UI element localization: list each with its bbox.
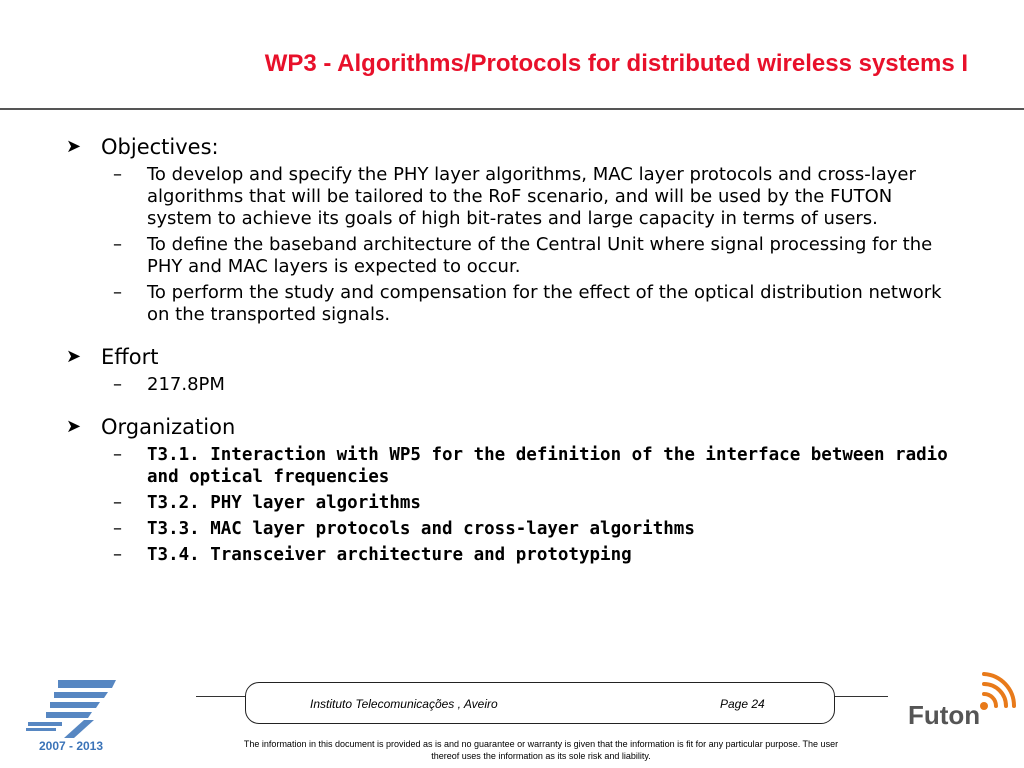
list-item: – To define the baseband architecture of the Central Unit where signal processing for the PHY and MAC layers is expected to occur.: [113, 234, 933, 277]
section-organization: [66, 414, 966, 440]
logo-brand: Futon: [908, 700, 981, 730]
arrow-bullet-icon: ➤: [66, 136, 82, 157]
section-effort: [66, 344, 966, 370]
list-item: – T3.4. Transceiver architecture and prototyping: [113, 544, 632, 565]
section-heading: Objectives:: [101, 135, 219, 159]
list-item: – 217.8PM: [113, 374, 225, 395]
slide-body: [66, 134, 966, 566]
disclaimer: The information in this document is provided as is and no guarantee or warranty is given that the information is fit for any particular purpose. The user thereof uses the information as its sole risk and liability.: [243, 739, 839, 761]
footer-institute: Instituto Telecomunicações , Aveiro: [310, 697, 498, 711]
arrow-bullet-icon: ➤: [66, 416, 82, 437]
list-item: – T3.2. PHY layer algorithms: [113, 492, 421, 513]
section-heading: Organization: [101, 415, 236, 439]
futon-logo-icon: [900, 672, 1016, 732]
list-item: – T3.3. MAC layer protocols and cross-layer algorithms: [113, 518, 695, 539]
title-divider: [0, 108, 1024, 110]
section-heading: Effort: [101, 345, 159, 369]
footer-box: [245, 682, 835, 724]
arrow-bullet-icon: ➤: [66, 346, 82, 367]
logo-years: 2007 - 2013: [38, 739, 104, 753]
list-item: – To perform the study and compensation for the effect of the optical distribution network on the transported signals.: [113, 282, 942, 325]
page-number: Page 24: [720, 697, 765, 711]
section-objectives: [66, 134, 966, 160]
slide-title: WP3 - Algorithms/Protocols for distributed wireless systems I: [264, 50, 968, 77]
list-item: – T3.1. Interaction with WP5 for the definition of the interface between radio and optical frequencies: [113, 444, 948, 487]
footer-rule-left: [196, 696, 246, 697]
list-item: – To develop and specify the PHY layer algorithms, MAC layer protocols and cross-layer algorithms that will be tailored to the RoF scenario, and will be used by the FUTON system to achieve its goals of high bit-rates and large capacity in terms of users.: [113, 164, 916, 229]
footer-rule-right: [834, 696, 888, 697]
fp7-logo-icon: [24, 676, 118, 756]
